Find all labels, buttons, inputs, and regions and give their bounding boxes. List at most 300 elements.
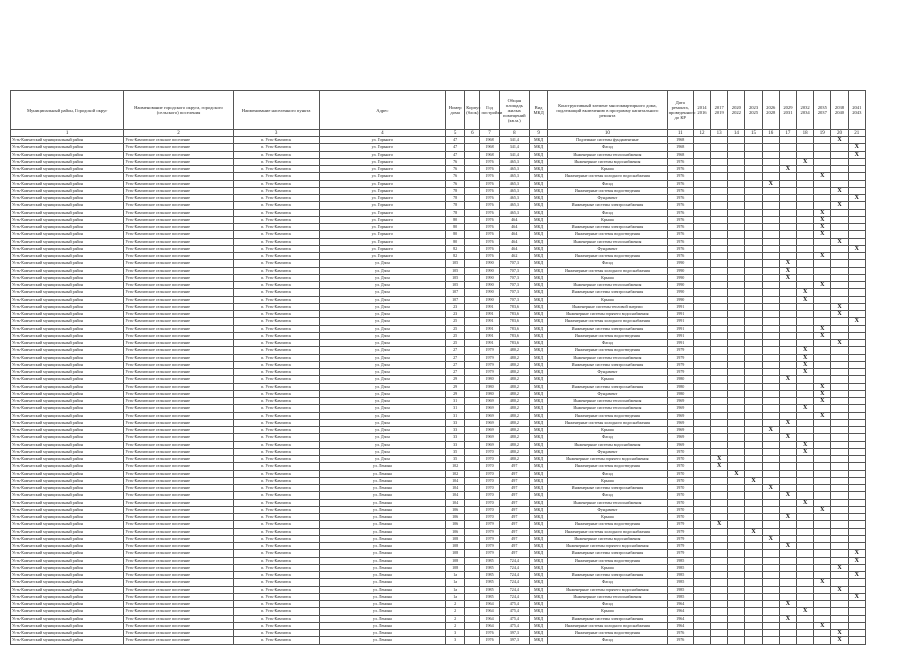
house-number-cell: 76 [446,180,465,187]
header-row [11,91,866,130]
period-cell [831,216,848,223]
period-cell [762,463,779,470]
period-cell [728,398,745,405]
period-cell: X [831,586,848,593]
district-cell: Усть-Камчатский муниципальный район [11,303,124,310]
table-row [11,441,866,448]
table-row [11,361,866,368]
house-number-cell: 2 [446,601,465,608]
period-cell [779,564,796,571]
element-cell: Инженерные системы холодного водоснабжения [548,267,667,274]
period-cell [711,608,728,615]
last-repair-cell: 1969 [667,405,693,412]
settlement-cell: Усть-Камчатское сельское поселение [124,187,233,194]
period-cell [831,463,848,470]
building-type-cell: МКД [530,521,548,528]
element-cell: Фундамент [548,195,667,202]
house-number-cell: 29 [446,383,465,390]
area-cell: 480,2 [499,448,529,455]
period-cell [711,579,728,586]
build-year-cell: 1970 [480,499,499,506]
build-year-cell: 1976 [480,202,499,209]
period-cell [693,144,710,151]
element-cell: Инженерные системы холодного водоснабжения [548,318,667,325]
period-cell [711,557,728,564]
period-cell [779,586,796,593]
period-cell [728,195,745,202]
period-cell: X [831,340,848,347]
period-cell [728,245,745,252]
house-number-cell: 82 [446,245,465,252]
build-year-cell: 1970 [480,492,499,499]
address-cell: ул. Дзон [319,434,445,441]
table-row [11,311,866,318]
period-cell [848,390,865,397]
period-cell: X [797,405,814,412]
period-cell [779,231,796,238]
last-repair-cell: 1976 [667,245,693,252]
area-cell: 464 [499,216,529,223]
locality-cell: п. Усть-Камчатск [233,318,319,325]
element-cell: Крыша [548,514,667,521]
period-cell [797,564,814,571]
period-cell [797,506,814,513]
period-cell [745,303,762,310]
house-number-cell: 107 [446,296,465,303]
period-cell [693,216,710,223]
settlement-cell: Усть-Камчатское сельское поселение [124,383,233,390]
area-cell: 707,3 [499,296,529,303]
element-cell: Инженерные системы холодного водоснабжения [548,622,667,629]
build-year-cell: 1976 [480,195,499,202]
block-cell [465,564,480,571]
table-row [11,383,866,390]
period-cell [711,572,728,579]
build-year-cell: 1968 [480,151,499,158]
period-cell [745,137,762,144]
period-cell [693,448,710,455]
period-cell [814,144,831,151]
last-repair-cell: 1969 [667,398,693,405]
element-cell: Инженерные системы теплоснабжения [548,238,667,245]
period-cell [831,485,848,492]
table-row [11,224,866,231]
period-cell [745,332,762,339]
period-cell [762,412,779,419]
period-cell [762,245,779,252]
locality-cell: п. Усть-Камчатск [233,289,319,296]
block-cell [465,528,480,535]
area-cell: 465,3 [499,180,529,187]
settlement-cell: Усть-Камчатское сельское поселение [124,564,233,571]
address-cell: ул. Ленина [319,586,445,593]
period-cell [848,325,865,332]
period-cell [762,492,779,499]
build-year-cell: 1976 [480,216,499,223]
locality-cell: п. Усть-Камчатск [233,187,319,194]
table-row [11,137,866,144]
last-repair-cell: 1969 [667,419,693,426]
period-cell: X [848,550,865,557]
period-cell [693,398,710,405]
period-cell [762,608,779,615]
period-cell: X [797,499,814,506]
house-number-cell: 25 [446,318,465,325]
period-cell [711,166,728,173]
period-cell [814,615,831,622]
build-year-cell: 1976 [480,180,499,187]
settlement-cell: Усть-Камчатское сельское поселение [124,144,233,151]
locality-cell: п. Усть-Камчатск [233,340,319,347]
element-cell: Фундамент [548,506,667,513]
period-cell [779,209,796,216]
area-cell: 465,3 [499,209,529,216]
period-cell: X [779,434,796,441]
period-cell [728,521,745,528]
last-repair-cell: 1976 [667,187,693,194]
period-cell [693,376,710,383]
period-cell [848,137,865,144]
locality-cell: п. Усть-Камчатск [233,456,319,463]
area-cell: 475,4 [499,622,529,629]
build-year-cell: 1976 [480,637,499,644]
period-cell [779,550,796,557]
address-cell: ул. Горького [319,224,445,231]
build-year-cell: 1985 [480,586,499,593]
settlement-cell: Усть-Камчатское сельское поселение [124,405,233,412]
build-year-cell: 1980 [480,390,499,397]
period-cell [762,361,779,368]
period-cell: X [814,325,831,332]
block-cell [465,376,480,383]
column-number: 4 [319,130,445,137]
build-year-cell: 1970 [480,514,499,521]
period-cell [745,311,762,318]
locality-cell: п. Усть-Камчатск [233,216,319,223]
table-row [11,630,866,637]
building-type-cell: МКД [530,535,548,542]
address-cell: ул. Дзон [319,427,445,434]
build-year-cell: 1990 [480,267,499,274]
period-cell [745,195,762,202]
element-cell: Инженерные системы горячего водоснабжения [548,586,667,593]
period-cell [797,514,814,521]
block-cell [465,187,480,194]
house-number-cell: 80 [446,216,465,223]
period-cell [693,499,710,506]
period-cell [745,173,762,180]
period-cell [797,492,814,499]
period-cell: X [797,369,814,376]
build-year-cell: 1969 [480,405,499,412]
house-number-cell: 29 [446,376,465,383]
period-cell [814,470,831,477]
period-cell [848,296,865,303]
period-cell [693,282,710,289]
period-cell [762,572,779,579]
build-year-cell: 1970 [480,470,499,477]
period-cell [848,506,865,513]
period-cell: X [814,216,831,223]
area-cell: 497 [499,506,529,513]
period-cell: X [831,238,848,245]
period-cell [762,238,779,245]
column-number: 8 [499,130,529,137]
column-number: 18 [797,130,814,137]
block-cell [465,492,480,499]
period-cell [797,376,814,383]
settlement-cell: Усть-Камчатское сельское поселение [124,579,233,586]
period-cell [728,173,745,180]
period-cell [762,158,779,165]
period-cell [831,622,848,629]
period-cell [762,303,779,310]
period-cell [831,332,848,339]
period-cell [711,470,728,477]
building-type-cell: МКД [530,586,548,593]
block-cell [465,485,480,492]
area-cell: 464 [499,245,529,252]
district-cell: Усть-Камчатский муниципальный район [11,173,124,180]
period-cell [693,405,710,412]
address-cell: ул. Горького [319,253,445,260]
element-cell: Инженерные системы водоотведения [548,412,667,419]
period-cell [848,158,865,165]
build-year-cell: 1970 [480,485,499,492]
column-number: 21 [848,130,865,137]
period-cell: X [779,601,796,608]
period-cell [848,535,865,542]
building-type-cell: МКД [530,245,548,252]
building-type-cell: МКД [530,550,548,557]
period-cell [693,224,710,231]
period-cell [693,369,710,376]
period-cell [762,282,779,289]
element-cell: Фасад [548,579,667,586]
building-type-cell: МКД [530,434,548,441]
period-cell [728,361,745,368]
table-row [11,521,866,528]
period-cell [728,412,745,419]
period-cell [693,550,710,557]
period-cell [797,593,814,600]
table-row [11,405,866,412]
building-type-cell: МКД [530,173,548,180]
period-cell [831,289,848,296]
address-cell: ул. Дзон [319,448,445,455]
period-cell [728,224,745,231]
house-number-cell: 76 [446,158,465,165]
house-number-cell: 102 [446,470,465,477]
period-cell [711,506,728,513]
district-cell: Усть-Камчатский муниципальный район [11,390,124,397]
building-type-cell: МКД [530,412,548,419]
period-cell [728,499,745,506]
period-cell [779,354,796,361]
settlement-cell: Усть-Камчатское сельское поселение [124,369,233,376]
settlement-cell: Усть-Камчатское сельское поселение [124,630,233,637]
period-cell [745,622,762,629]
period-cell [745,361,762,368]
element-cell: Инженерные системы горячего водоснабжения [548,311,667,318]
table-row [11,231,866,238]
period-cell [693,543,710,550]
period-cell [848,202,865,209]
address-cell: ул. Дзон [319,325,445,332]
locality-cell: п. Усть-Камчатск [233,209,319,216]
building-type-cell: МКД [530,506,548,513]
building-type-cell: МКД [530,456,548,463]
period-cell [762,187,779,194]
build-year-cell: 1976 [480,231,499,238]
period-cell: X [831,311,848,318]
period-cell [762,383,779,390]
settlement-cell: Усть-Камчатское сельское поселение [124,398,233,405]
table-row [11,354,866,361]
district-cell: Усть-Камчатский муниципальный район [11,311,124,318]
period-cell [797,209,814,216]
period-cell [814,158,831,165]
locality-cell: п. Усть-Камчатск [233,231,319,238]
district-cell: Усть-Камчатский муниципальный район [11,550,124,557]
element-cell: Инженерные системы водоотведения [548,332,667,339]
build-year-cell: 1985 [480,572,499,579]
period-cell [711,137,728,144]
element-cell: Инженерные системы водоотведения [548,253,667,260]
period-cell [728,325,745,332]
table-row [11,514,866,521]
period-cell [814,419,831,426]
period-cell [814,572,831,579]
area-cell: 707,3 [499,289,529,296]
period-cell [814,593,831,600]
area-cell: 465,3 [499,166,529,173]
block-cell [465,630,480,637]
period-cell [779,608,796,615]
locality-cell: п. Усть-Камчатск [233,514,319,521]
period-cell [779,470,796,477]
period-cell [728,427,745,434]
building-type-cell: МКД [530,492,548,499]
period-cell [831,318,848,325]
period-cell [779,456,796,463]
column-number: 7 [480,130,499,137]
settlement-cell: Усть-Камчатское сельское поселение [124,245,233,252]
settlement-cell: Усть-Камчатское сельское поселение [124,477,233,484]
period-cell [814,608,831,615]
table-row [11,485,866,492]
period-cell [762,296,779,303]
period-cell [745,340,762,347]
column-number: 9 [530,130,548,137]
period-cell [745,267,762,274]
block-cell [465,383,480,390]
period-cell [797,245,814,252]
district-cell: Усть-Камчатский муниципальный район [11,448,124,455]
period-cell [728,274,745,281]
building-type-cell: МКД [530,195,548,202]
settlement-cell: Усть-Камчатское сельское поселение [124,485,233,492]
period-cell [831,354,848,361]
period-cell [797,180,814,187]
area-cell: 783,6 [499,318,529,325]
area-cell: 497 [499,463,529,470]
locality-cell: п. Усть-Камчатск [233,557,319,564]
locality-cell: п. Усть-Камчатск [233,579,319,586]
period-cell [693,419,710,426]
build-year-cell: 1970 [480,506,499,513]
table-row [11,390,866,397]
period-cell [779,332,796,339]
block-cell [465,282,480,289]
build-year-cell: 1980 [480,376,499,383]
period-cell [848,419,865,426]
period-cell [745,615,762,622]
table-row [11,477,866,484]
period-cell [711,615,728,622]
building-type-cell: МКД [530,253,548,260]
period-cell [728,158,745,165]
address-cell: ул. Ленина [319,521,445,528]
period-cell [745,209,762,216]
address-cell: ул. Ленина [319,601,445,608]
header-cell: Муниципальный район, Городской округ [11,91,124,130]
address-cell: ул. Горького [319,187,445,194]
element-cell: Крыша [548,216,667,223]
house-number-cell: 105 [446,260,465,267]
build-year-cell: 1985 [480,557,499,564]
locality-cell: п. Усть-Камчатск [233,274,319,281]
address-cell: ул. Ленина [319,622,445,629]
address-cell: ул. Ленина [319,608,445,615]
last-repair-cell: 1979 [667,347,693,354]
period-cell [848,412,865,419]
period-cell [693,318,710,325]
district-cell: Усть-Камчатский муниципальный район [11,209,124,216]
district-cell: Усть-Камчатский муниципальный район [11,216,124,223]
column-number: 16 [762,130,779,137]
period-cell [779,137,796,144]
block-cell [465,448,480,455]
period-cell [728,390,745,397]
locality-cell: п. Усть-Камчатск [233,144,319,151]
column-number: 15 [745,130,762,137]
area-cell: 480,2 [499,390,529,397]
settlement-cell: Усть-Камчатское сельское поселение [124,448,233,455]
period-cell [848,398,865,405]
table-row [11,253,866,260]
period-cell [745,572,762,579]
block-cell [465,332,480,339]
period-cell: X [762,485,779,492]
period-cell [711,630,728,637]
area-cell: 480,2 [499,419,529,426]
district-cell: Усть-Камчатский муниципальный район [11,637,124,644]
element-cell: Инженерные системы водоснабжения [548,158,667,165]
area-cell: 497 [499,470,529,477]
locality-cell: п. Усть-Камчатск [233,630,319,637]
period-cell [848,354,865,361]
period-cell [831,543,848,550]
period-cell [848,470,865,477]
district-cell: Усть-Камчатский муниципальный район [11,245,124,252]
table-row [11,202,866,209]
locality-cell: п. Усть-Камчатск [233,303,319,310]
period-cell: X [814,253,831,260]
locality-cell: п. Усть-Камчатск [233,158,319,165]
house-number-cell: 27 [446,347,465,354]
last-repair-cell: 1979 [667,528,693,535]
